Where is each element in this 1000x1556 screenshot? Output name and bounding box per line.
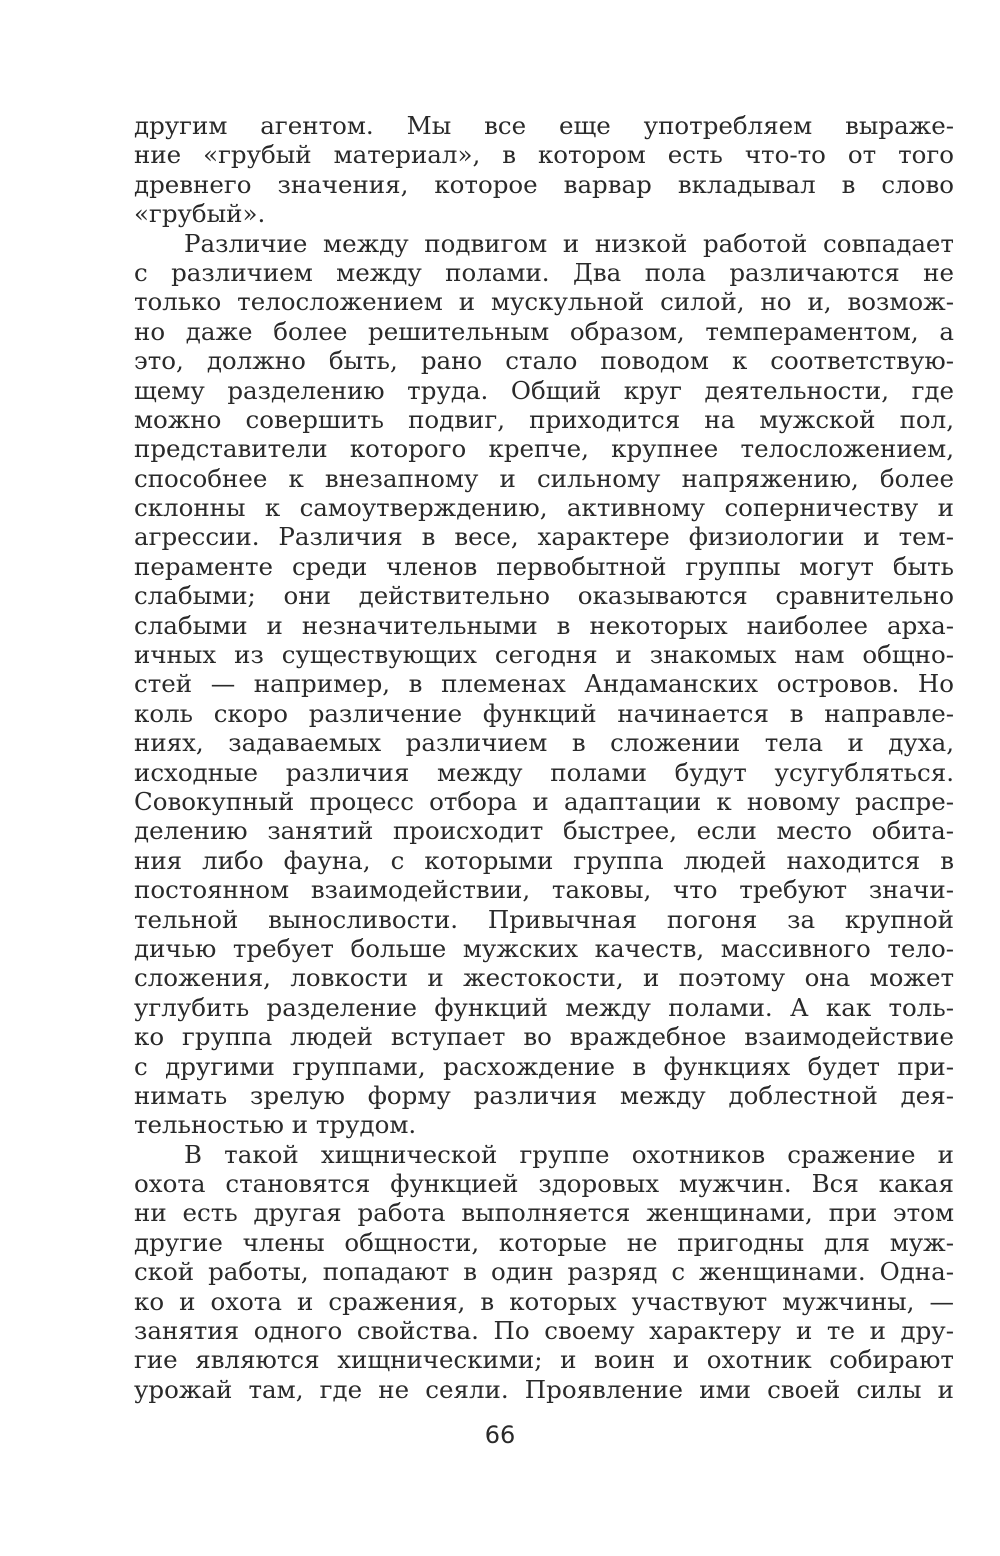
- text-line: древнего значения, которое варвар вкладывал в слово: [134, 169, 954, 199]
- text-line: тельной выносливости. Привычная погоня за крупной: [134, 904, 954, 934]
- text-line: исходные различия между полами будут усугубляться.: [134, 757, 954, 787]
- text-line: постоянном взаимодействии, таковы, что требуют значи-: [134, 875, 954, 905]
- text-line: ской работы, попадают в один разряд с женщинами. Одна-: [134, 1257, 954, 1287]
- text-line: ние «грубый материал», в котором есть что-то от того: [134, 140, 954, 170]
- text-line: ниях, задаваемых различием в сложении тела и духа,: [134, 728, 954, 758]
- paragraph-2: [134, 229, 954, 1140]
- text-line: ко группа людей вступает во враждебное взаимодействие: [134, 1022, 954, 1052]
- text-line: гие являются хищническими; и воин и охотник собирают: [134, 1345, 954, 1375]
- text-line: только телосложением и мускульной силой, но и, возмож-: [134, 287, 954, 317]
- text-line: способнее к внезапному и сильному напряжению, более: [134, 463, 954, 493]
- text-line: стей — например, в племенах Андаманских островов. Но: [134, 669, 954, 699]
- text-line: это, должно быть, рано стало поводом к соответствую-: [134, 346, 954, 376]
- text-line: делению занятий происходит быстрее, если место обита-: [134, 816, 954, 846]
- text-line: ко и охота и сражения, в которых участвуют мужчины, —: [134, 1286, 954, 1316]
- text-line: урожай там, где не сеяли. Проявление ими своей силы и: [134, 1374, 954, 1404]
- text-line: но даже более решительным образом, темпераментом, а: [134, 316, 954, 346]
- text-line: слабыми и незначительными в некоторых наиболее архa-: [134, 610, 954, 640]
- text-line: ни есть другая работа выполняется женщинами, при этом: [134, 1198, 954, 1228]
- text-line: с другими группами, расхождение в функциях будет при-: [134, 1051, 954, 1081]
- text-line: сложения, ловкости и жестокости, и поэтому она может: [134, 963, 954, 993]
- text-line: ния либо фауна, с которыми группа людей находится в: [134, 845, 954, 875]
- text-line: представители которого крепче, крупнее телосложением,: [134, 434, 954, 464]
- text-line: ичных из существующих сегодня и знакомых нам общно-: [134, 640, 954, 670]
- text-line: Совокупный процесс отбора и адаптации к новому распре-: [134, 786, 954, 816]
- text-line: охота становятся функцией здоровых мужчин. Вся какая: [134, 1169, 954, 1199]
- text-line: склонны к самоутверждению, активному соперничеству и: [134, 493, 954, 523]
- text-line: углубить разделение функций между полами. А как толь-: [134, 992, 954, 1022]
- text-line: пераменте среди членов первобытной группы могут быть: [134, 551, 954, 581]
- text-line: дичью требует больше мужских качеств, массивного тело-: [134, 933, 954, 963]
- page-number: 66: [484, 1421, 516, 1449]
- text-line: другим агентом. Мы все еще употребляем выраже-: [134, 111, 954, 140]
- text-line: занятия одного свойства. По своему характеру и те и дру-: [134, 1316, 954, 1346]
- text-line: В такой хищнической группе охотников сражение и: [184, 1139, 954, 1169]
- text-line: агрессии. Различия в весе, характере физиологии и тем-: [134, 522, 954, 552]
- text-line: нимать зрелую форму различия между доблестной дея-: [134, 1080, 954, 1110]
- body-text: [134, 111, 954, 1404]
- text-line: Различие между подвигом и низкой работой совпадает: [184, 228, 954, 258]
- text-line: тельностью и трудом.: [134, 1110, 417, 1140]
- paragraph-1: [134, 111, 954, 229]
- text-line: другие члены общности, которые не пригодны для муж-: [134, 1227, 954, 1257]
- text-line: слабыми; они действительно оказываются сравнительно: [134, 581, 954, 611]
- text-line: с различием между полами. Два пола различаются не: [134, 257, 954, 287]
- text-line: коль скоро различение функций начинается в направле-: [134, 698, 954, 728]
- text-line: можно совершить подвиг, приходится на мужской пол,: [134, 404, 954, 434]
- text-line: «грубый».: [134, 199, 266, 229]
- text-line: щему разделению труда. Общий круг деятельности, где: [134, 375, 954, 405]
- paragraph-3: [134, 1140, 954, 1405]
